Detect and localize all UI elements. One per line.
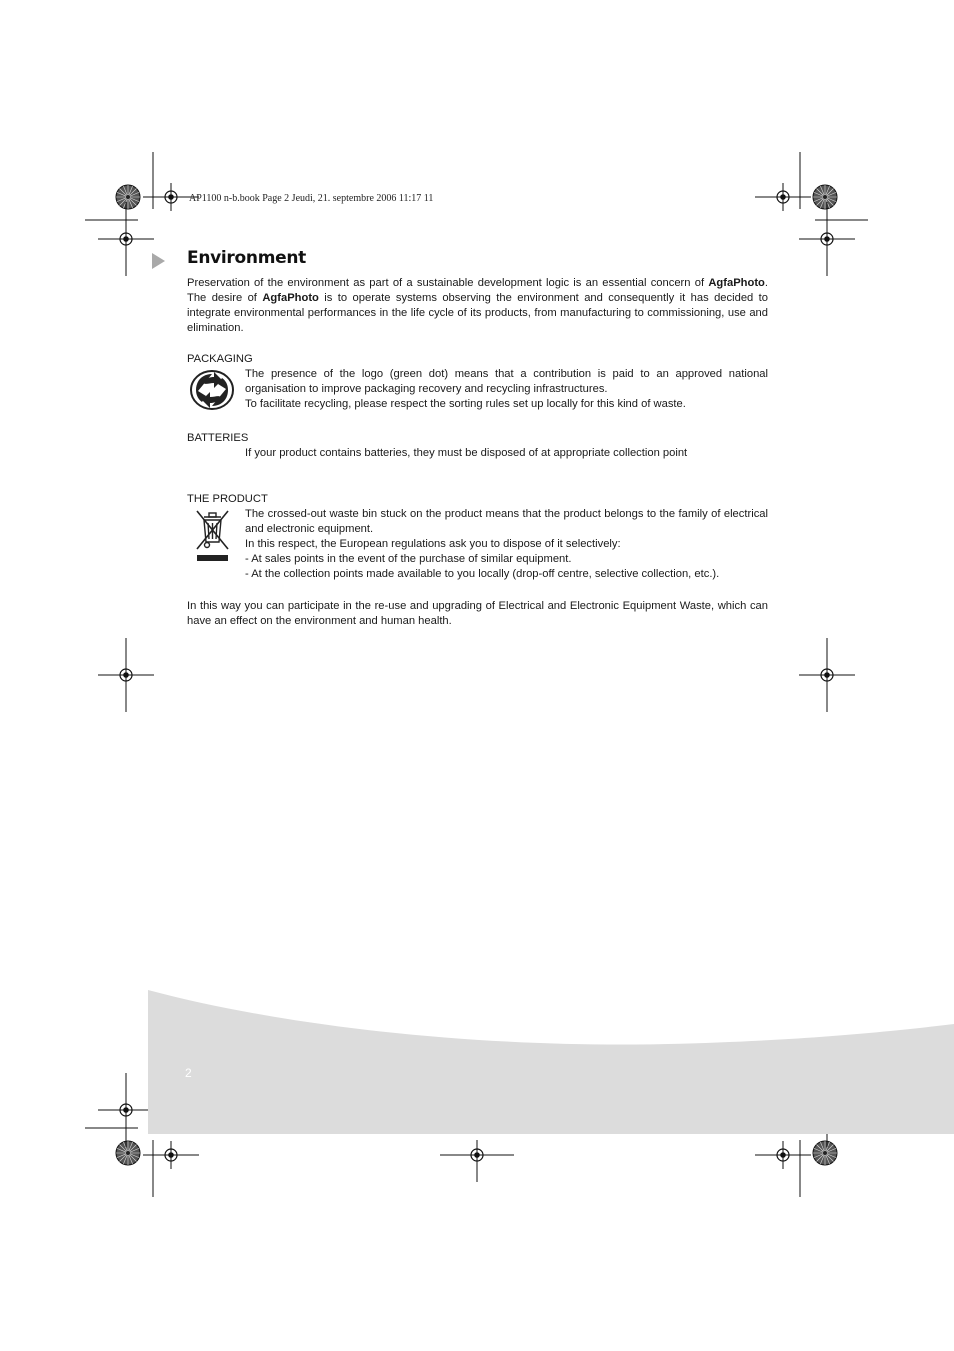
batteries-heading: BATTERIES [187,432,249,444]
page-number: 2 [185,1066,192,1080]
intro-text-1: Preservation of the environment as part of a sustainable development logic is an essential concern of [187,277,709,289]
crossed-out-bin-icon [193,509,231,563]
book-file-info: AP1100 n-b.book Page 2 Jeudi, 21. septembre 2006 11:17 11 [189,193,434,204]
product-line-1: The crossed-out waste bin stuck on the product means that the product belongs to the family of electrical and electronic equipment. [245,508,768,535]
product-heading: THE PRODUCT [187,493,268,505]
brand-name: AgfaPhoto [708,277,765,289]
product-line-2: In this respect, the European regulations ask you to dispose of it selectively: [245,538,621,550]
green-dot-icon [189,369,235,411]
brand-name: AgfaPhoto [262,292,319,304]
batteries-text [245,446,768,461]
closing-paragraph [187,599,768,629]
product-text [245,507,768,582]
page-title: Environment [187,248,306,268]
intro-paragraph [187,276,768,336]
packaging-text [245,367,768,412]
product-line-4: - At the collection points made available to you locally (drop-off centre, selective collection, etc.). [245,568,720,580]
packaging-heading: PACKAGING [187,353,253,365]
closing-text: In this way you can participate in the re-use and upgrading of Electrical and Electronic Equipment Waste, which can have an effect on the environment and human health. [187,600,768,627]
footer-band [148,990,954,1134]
batteries-line-1: If your product contains batteries, they must be disposed of at appropriate collection point [245,447,688,459]
product-line-3: - At sales points in the event of the purchase of similar equipment. [245,553,572,565]
packaging-line-2: To facilitate recycling, please respect the sorting rules set up locally for this kind of waste. [245,398,686,410]
section-arrow-icon [152,253,165,269]
packaging-line-1: The presence of the logo (green dot) means that a contribution is paid to an approved national organisation to improve packaging recovery and recycling infrastructures. [245,368,768,395]
intro-text-2: . The desire of [187,277,768,304]
intro-text-3: is to operate systems observing the environment and consequently it has decided to integrate environmental performances in the life cycle of its products, from manufacturing to commissioning, use and elimination. [187,292,769,334]
